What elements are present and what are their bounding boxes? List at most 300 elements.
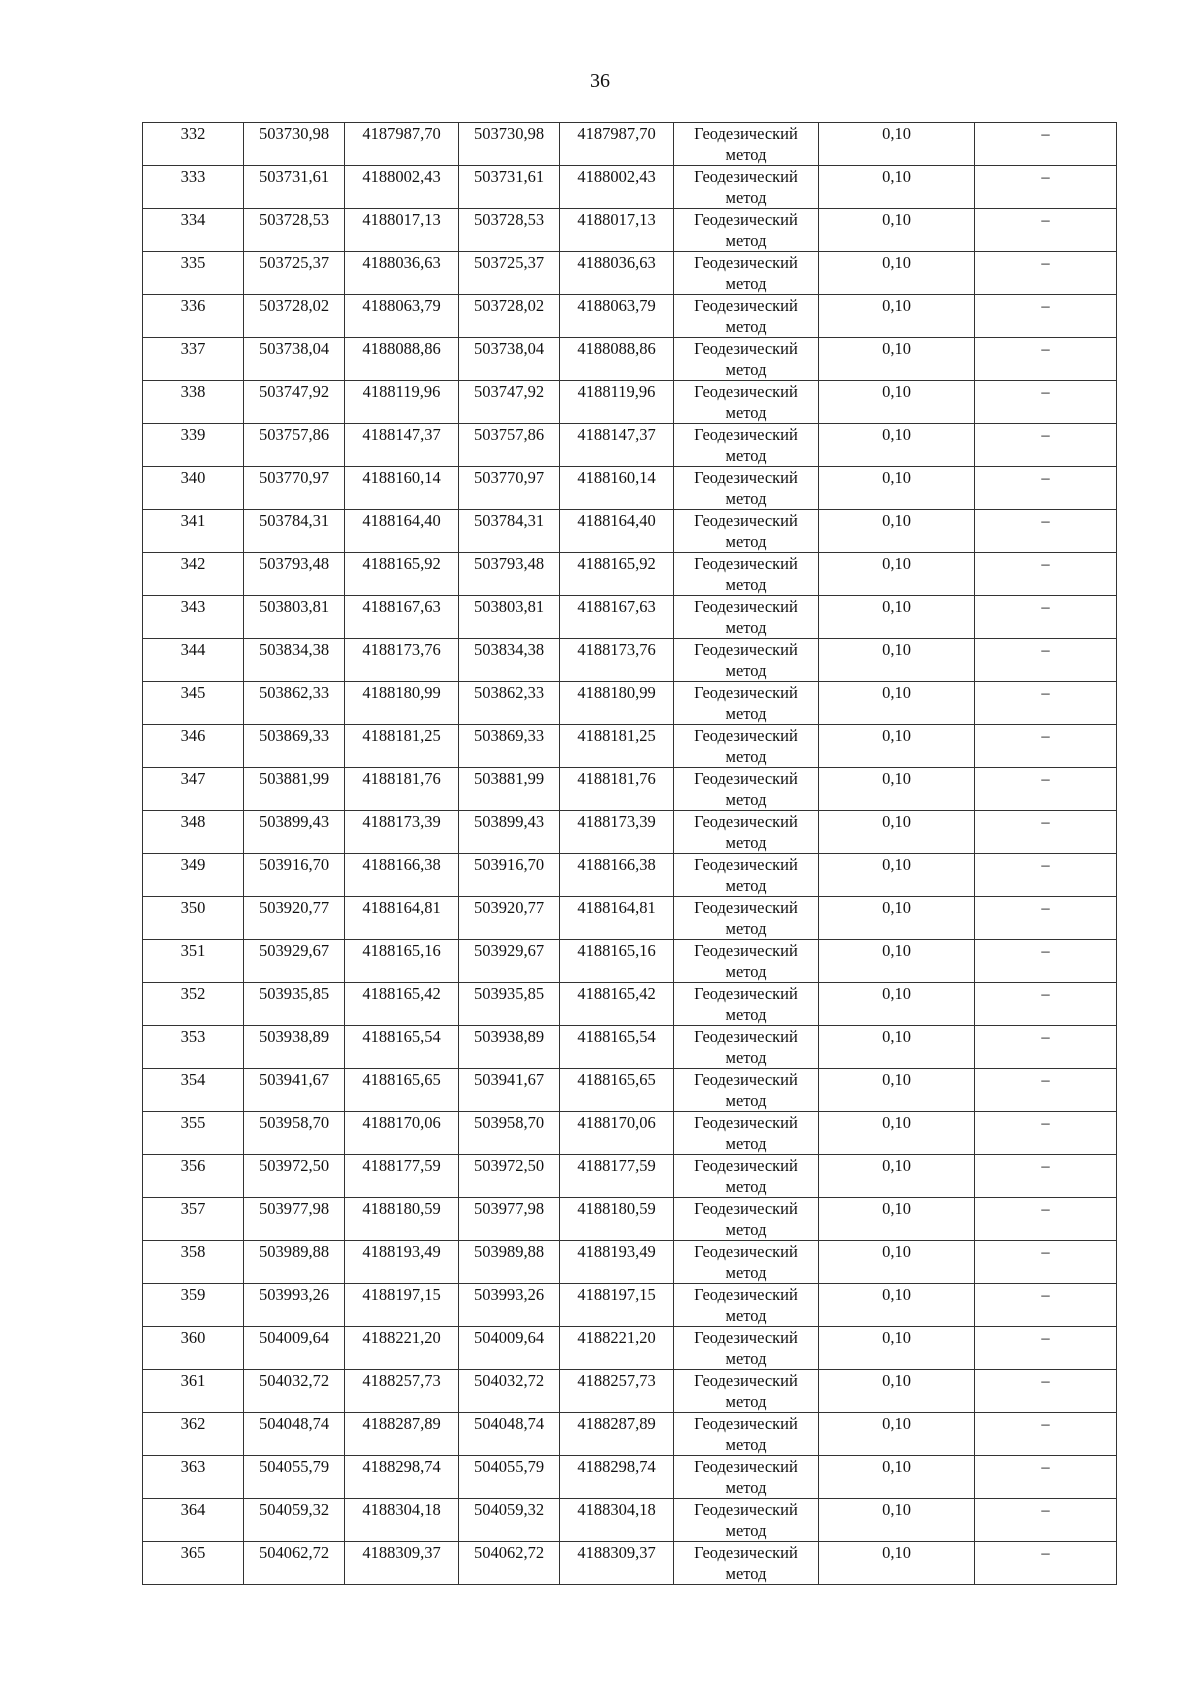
x-refined-cell: 503938,89 (459, 1026, 560, 1069)
note-cell: – (975, 1026, 1117, 1069)
method-cell: Геодезический метод (674, 467, 819, 510)
table-row (143, 1499, 1117, 1542)
note-cell: – (975, 983, 1117, 1026)
table-row (143, 983, 1117, 1026)
x-existing-cell: 503958,70 (244, 1112, 345, 1155)
table-row (143, 768, 1117, 811)
table-row (143, 295, 1117, 338)
accuracy-cell: 0,10 (819, 768, 975, 811)
y-refined-cell: 4188164,81 (560, 897, 674, 940)
note-cell: – (975, 1327, 1117, 1370)
y-refined-cell: 4188173,76 (560, 639, 674, 682)
method-cell: Геодезический метод (674, 1370, 819, 1413)
y-existing-cell: 4188165,54 (345, 1026, 459, 1069)
y-existing-cell: 4188165,42 (345, 983, 459, 1026)
y-existing-cell: 4188167,63 (345, 596, 459, 639)
note-cell: – (975, 123, 1117, 166)
note-cell: – (975, 1499, 1117, 1542)
x-existing-cell: 503747,92 (244, 381, 345, 424)
point-number-cell: 346 (143, 725, 244, 768)
x-existing-cell: 503938,89 (244, 1026, 345, 1069)
x-refined-cell: 504055,79 (459, 1456, 560, 1499)
table-row (143, 553, 1117, 596)
y-refined-cell: 4188036,63 (560, 252, 674, 295)
y-existing-cell: 4188181,76 (345, 768, 459, 811)
y-existing-cell: 4187987,70 (345, 123, 459, 166)
accuracy-cell: 0,10 (819, 725, 975, 768)
x-refined-cell: 503869,33 (459, 725, 560, 768)
note-cell: – (975, 424, 1117, 467)
y-refined-cell: 4188165,54 (560, 1026, 674, 1069)
method-cell: Геодезический метод (674, 983, 819, 1026)
point-number-cell: 364 (143, 1499, 244, 1542)
point-number-cell: 347 (143, 768, 244, 811)
accuracy-cell: 0,10 (819, 295, 975, 338)
accuracy-cell: 0,10 (819, 510, 975, 553)
note-cell: – (975, 338, 1117, 381)
method-cell: Геодезический метод (674, 1241, 819, 1284)
method-cell: Геодезический метод (674, 209, 819, 252)
y-refined-cell: 4188221,20 (560, 1327, 674, 1370)
method-cell: Геодезический метод (674, 1026, 819, 1069)
table-row (143, 1155, 1117, 1198)
point-number-cell: 352 (143, 983, 244, 1026)
accuracy-cell: 0,10 (819, 682, 975, 725)
method-cell: Геодезический метод (674, 553, 819, 596)
y-refined-cell: 4188165,16 (560, 940, 674, 983)
y-refined-cell: 4188119,96 (560, 381, 674, 424)
accuracy-cell: 0,10 (819, 1155, 975, 1198)
point-number-cell: 356 (143, 1155, 244, 1198)
x-existing-cell: 503881,99 (244, 768, 345, 811)
x-refined-cell: 504062,72 (459, 1542, 560, 1585)
note-cell: – (975, 682, 1117, 725)
table-row (143, 123, 1117, 166)
note-cell: – (975, 510, 1117, 553)
note-cell: – (975, 897, 1117, 940)
x-refined-cell: 503757,86 (459, 424, 560, 467)
table-row (143, 1241, 1117, 1284)
x-refined-cell: 503993,26 (459, 1284, 560, 1327)
accuracy-cell: 0,10 (819, 553, 975, 596)
table-body (143, 123, 1117, 1585)
y-existing-cell: 4188147,37 (345, 424, 459, 467)
point-number-cell: 341 (143, 510, 244, 553)
x-existing-cell: 503770,97 (244, 467, 345, 510)
y-existing-cell: 4188309,37 (345, 1542, 459, 1585)
y-refined-cell: 4188088,86 (560, 338, 674, 381)
y-refined-cell: 4188181,76 (560, 768, 674, 811)
method-cell: Геодезический метод (674, 897, 819, 940)
x-existing-cell: 504032,72 (244, 1370, 345, 1413)
accuracy-cell: 0,10 (819, 1456, 975, 1499)
table-row (143, 1456, 1117, 1499)
note-cell: – (975, 811, 1117, 854)
y-refined-cell: 4188166,38 (560, 854, 674, 897)
x-existing-cell: 503935,85 (244, 983, 345, 1026)
y-refined-cell: 4188165,65 (560, 1069, 674, 1112)
table-row (143, 1112, 1117, 1155)
y-refined-cell: 4188147,37 (560, 424, 674, 467)
table-row (143, 338, 1117, 381)
y-existing-cell: 4188180,59 (345, 1198, 459, 1241)
y-existing-cell: 4188088,86 (345, 338, 459, 381)
point-number-cell: 332 (143, 123, 244, 166)
method-cell: Геодезический метод (674, 424, 819, 467)
method-cell: Геодезический метод (674, 596, 819, 639)
table-row (143, 1327, 1117, 1370)
note-cell: – (975, 768, 1117, 811)
x-existing-cell: 503730,98 (244, 123, 345, 166)
note-cell: – (975, 166, 1117, 209)
note-cell: – (975, 553, 1117, 596)
note-cell: – (975, 1413, 1117, 1456)
y-refined-cell: 4187987,70 (560, 123, 674, 166)
table-row (143, 1370, 1117, 1413)
x-existing-cell: 503728,53 (244, 209, 345, 252)
table-row (143, 725, 1117, 768)
point-number-cell: 343 (143, 596, 244, 639)
y-refined-cell: 4188181,25 (560, 725, 674, 768)
x-refined-cell: 503731,61 (459, 166, 560, 209)
table-row (143, 424, 1117, 467)
point-number-cell: 360 (143, 1327, 244, 1370)
note-cell: – (975, 1155, 1117, 1198)
note-cell: – (975, 639, 1117, 682)
point-number-cell: 362 (143, 1413, 244, 1456)
x-existing-cell: 503862,33 (244, 682, 345, 725)
x-existing-cell: 504048,74 (244, 1413, 345, 1456)
table-row (143, 854, 1117, 897)
point-number-cell: 348 (143, 811, 244, 854)
method-cell: Геодезический метод (674, 1327, 819, 1370)
x-refined-cell: 503738,04 (459, 338, 560, 381)
x-existing-cell: 504055,79 (244, 1456, 345, 1499)
x-existing-cell: 503920,77 (244, 897, 345, 940)
y-refined-cell: 4188304,18 (560, 1499, 674, 1542)
point-number-cell: 334 (143, 209, 244, 252)
note-cell: – (975, 252, 1117, 295)
note-cell: – (975, 1542, 1117, 1585)
accuracy-cell: 0,10 (819, 983, 975, 1026)
x-existing-cell: 504059,32 (244, 1499, 345, 1542)
note-cell: – (975, 1456, 1117, 1499)
y-existing-cell: 4188304,18 (345, 1499, 459, 1542)
point-number-cell: 338 (143, 381, 244, 424)
y-refined-cell: 4188197,15 (560, 1284, 674, 1327)
table-row (143, 596, 1117, 639)
table-row (143, 1542, 1117, 1585)
point-number-cell: 351 (143, 940, 244, 983)
y-refined-cell: 4188287,89 (560, 1413, 674, 1456)
accuracy-cell: 0,10 (819, 252, 975, 295)
note-cell: – (975, 725, 1117, 768)
point-number-cell: 363 (143, 1456, 244, 1499)
method-cell: Геодезический метод (674, 639, 819, 682)
x-refined-cell: 503803,81 (459, 596, 560, 639)
x-existing-cell: 503899,43 (244, 811, 345, 854)
accuracy-cell: 0,10 (819, 381, 975, 424)
y-refined-cell: 4188165,92 (560, 553, 674, 596)
point-number-cell: 350 (143, 897, 244, 940)
y-refined-cell: 4188298,74 (560, 1456, 674, 1499)
x-refined-cell: 503972,50 (459, 1155, 560, 1198)
x-existing-cell: 503869,33 (244, 725, 345, 768)
y-existing-cell: 4188002,43 (345, 166, 459, 209)
accuracy-cell: 0,10 (819, 596, 975, 639)
table-row (143, 682, 1117, 725)
point-number-cell: 337 (143, 338, 244, 381)
x-refined-cell: 503899,43 (459, 811, 560, 854)
table-row (143, 940, 1117, 983)
point-number-cell: 335 (143, 252, 244, 295)
method-cell: Геодезический метод (674, 295, 819, 338)
y-refined-cell: 4188193,49 (560, 1241, 674, 1284)
y-existing-cell: 4188173,76 (345, 639, 459, 682)
y-existing-cell: 4188197,15 (345, 1284, 459, 1327)
note-cell: – (975, 1241, 1117, 1284)
x-refined-cell: 504059,32 (459, 1499, 560, 1542)
note-cell: – (975, 295, 1117, 338)
point-number-cell: 358 (143, 1241, 244, 1284)
x-existing-cell: 503728,02 (244, 295, 345, 338)
x-refined-cell: 504032,72 (459, 1370, 560, 1413)
x-existing-cell: 503989,88 (244, 1241, 345, 1284)
y-existing-cell: 4188017,13 (345, 209, 459, 252)
x-refined-cell: 503862,33 (459, 682, 560, 725)
table-row (143, 811, 1117, 854)
y-existing-cell: 4188180,99 (345, 682, 459, 725)
y-existing-cell: 4188165,16 (345, 940, 459, 983)
accuracy-cell: 0,10 (819, 1413, 975, 1456)
point-number-cell: 333 (143, 166, 244, 209)
method-cell: Геодезический метод (674, 1499, 819, 1542)
y-existing-cell: 4188160,14 (345, 467, 459, 510)
method-cell: Геодезический метод (674, 1413, 819, 1456)
method-cell: Геодезический метод (674, 123, 819, 166)
note-cell: – (975, 1284, 1117, 1327)
x-existing-cell: 503972,50 (244, 1155, 345, 1198)
method-cell: Геодезический метод (674, 725, 819, 768)
x-existing-cell: 503941,67 (244, 1069, 345, 1112)
x-refined-cell: 503728,02 (459, 295, 560, 338)
method-cell: Геодезический метод (674, 940, 819, 983)
x-refined-cell: 503929,67 (459, 940, 560, 983)
table-row (143, 897, 1117, 940)
y-refined-cell: 4188170,06 (560, 1112, 674, 1155)
method-cell: Геодезический метод (674, 1284, 819, 1327)
x-existing-cell: 503993,26 (244, 1284, 345, 1327)
y-existing-cell: 4188257,73 (345, 1370, 459, 1413)
x-refined-cell: 503958,70 (459, 1112, 560, 1155)
x-existing-cell: 503834,38 (244, 639, 345, 682)
y-refined-cell: 4188002,43 (560, 166, 674, 209)
table-row (143, 209, 1117, 252)
method-cell: Геодезический метод (674, 1456, 819, 1499)
accuracy-cell: 0,10 (819, 1499, 975, 1542)
y-refined-cell: 4188167,63 (560, 596, 674, 639)
y-existing-cell: 4188166,38 (345, 854, 459, 897)
coordinates-table (142, 122, 1117, 1585)
accuracy-cell: 0,10 (819, 166, 975, 209)
point-number-cell: 336 (143, 295, 244, 338)
y-refined-cell: 4188180,59 (560, 1198, 674, 1241)
accuracy-cell: 0,10 (819, 467, 975, 510)
x-existing-cell: 503793,48 (244, 553, 345, 596)
x-refined-cell: 503834,38 (459, 639, 560, 682)
x-refined-cell: 503941,67 (459, 1069, 560, 1112)
y-existing-cell: 4188221,20 (345, 1327, 459, 1370)
accuracy-cell: 0,10 (819, 1284, 975, 1327)
y-existing-cell: 4188170,06 (345, 1112, 459, 1155)
x-refined-cell: 503916,70 (459, 854, 560, 897)
method-cell: Геодезический метод (674, 1112, 819, 1155)
accuracy-cell: 0,10 (819, 940, 975, 983)
x-existing-cell: 503757,86 (244, 424, 345, 467)
y-refined-cell: 4188257,73 (560, 1370, 674, 1413)
y-refined-cell: 4188309,37 (560, 1542, 674, 1585)
method-cell: Геодезический метод (674, 166, 819, 209)
table-row (143, 1069, 1117, 1112)
x-refined-cell: 503784,31 (459, 510, 560, 553)
note-cell: – (975, 1069, 1117, 1112)
accuracy-cell: 0,10 (819, 424, 975, 467)
y-existing-cell: 4188287,89 (345, 1413, 459, 1456)
y-existing-cell: 4188298,74 (345, 1456, 459, 1499)
note-cell: – (975, 467, 1117, 510)
y-existing-cell: 4188193,49 (345, 1241, 459, 1284)
y-existing-cell: 4188165,65 (345, 1069, 459, 1112)
accuracy-cell: 0,10 (819, 338, 975, 381)
accuracy-cell: 0,10 (819, 1026, 975, 1069)
method-cell: Геодезический метод (674, 1542, 819, 1585)
x-refined-cell: 503920,77 (459, 897, 560, 940)
x-existing-cell: 503725,37 (244, 252, 345, 295)
method-cell: Геодезический метод (674, 381, 819, 424)
accuracy-cell: 0,10 (819, 811, 975, 854)
y-refined-cell: 4188173,39 (560, 811, 674, 854)
accuracy-cell: 0,10 (819, 1327, 975, 1370)
x-existing-cell: 503929,67 (244, 940, 345, 983)
x-refined-cell: 503747,92 (459, 381, 560, 424)
point-number-cell: 355 (143, 1112, 244, 1155)
y-existing-cell: 4188165,92 (345, 553, 459, 596)
note-cell: – (975, 1112, 1117, 1155)
method-cell: Геодезический метод (674, 811, 819, 854)
y-existing-cell: 4188164,81 (345, 897, 459, 940)
method-cell: Геодезический метод (674, 252, 819, 295)
accuracy-cell: 0,10 (819, 1241, 975, 1284)
y-refined-cell: 4188177,59 (560, 1155, 674, 1198)
point-number-cell: 345 (143, 682, 244, 725)
accuracy-cell: 0,10 (819, 209, 975, 252)
point-number-cell: 339 (143, 424, 244, 467)
x-refined-cell: 503728,53 (459, 209, 560, 252)
accuracy-cell: 0,10 (819, 1370, 975, 1413)
method-cell: Геодезический метод (674, 338, 819, 381)
note-cell: – (975, 1198, 1117, 1241)
accuracy-cell: 0,10 (819, 1542, 975, 1585)
y-existing-cell: 4188063,79 (345, 295, 459, 338)
method-cell: Геодезический метод (674, 1155, 819, 1198)
x-refined-cell: 504009,64 (459, 1327, 560, 1370)
method-cell: Геодезический метод (674, 854, 819, 897)
point-number-cell: 359 (143, 1284, 244, 1327)
x-existing-cell: 503784,31 (244, 510, 345, 553)
y-existing-cell: 4188164,40 (345, 510, 459, 553)
method-cell: Геодезический метод (674, 682, 819, 725)
x-refined-cell: 503793,48 (459, 553, 560, 596)
point-number-cell: 342 (143, 553, 244, 596)
y-existing-cell: 4188177,59 (345, 1155, 459, 1198)
y-refined-cell: 4188017,13 (560, 209, 674, 252)
method-cell: Геодезический метод (674, 768, 819, 811)
note-cell: – (975, 596, 1117, 639)
x-refined-cell: 503730,98 (459, 123, 560, 166)
y-refined-cell: 4188165,42 (560, 983, 674, 1026)
table-row (143, 381, 1117, 424)
accuracy-cell: 0,10 (819, 854, 975, 897)
page-number: 36 (590, 70, 610, 92)
accuracy-cell: 0,10 (819, 1069, 975, 1112)
x-existing-cell: 503803,81 (244, 596, 345, 639)
x-existing-cell: 503731,61 (244, 166, 345, 209)
table-row (143, 639, 1117, 682)
y-refined-cell: 4188063,79 (560, 295, 674, 338)
point-number-cell: 340 (143, 467, 244, 510)
point-number-cell: 353 (143, 1026, 244, 1069)
note-cell: – (975, 854, 1117, 897)
x-refined-cell: 503935,85 (459, 983, 560, 1026)
table-row (143, 252, 1117, 295)
x-existing-cell: 504009,64 (244, 1327, 345, 1370)
y-existing-cell: 4188173,39 (345, 811, 459, 854)
point-number-cell: 354 (143, 1069, 244, 1112)
x-existing-cell: 503738,04 (244, 338, 345, 381)
point-number-cell: 349 (143, 854, 244, 897)
table-row (143, 166, 1117, 209)
table-row (143, 510, 1117, 553)
table-row (143, 1413, 1117, 1456)
note-cell: – (975, 1370, 1117, 1413)
table-row (143, 1284, 1117, 1327)
x-existing-cell: 503977,98 (244, 1198, 345, 1241)
x-refined-cell: 503977,98 (459, 1198, 560, 1241)
y-refined-cell: 4188180,99 (560, 682, 674, 725)
note-cell: – (975, 940, 1117, 983)
x-existing-cell: 503916,70 (244, 854, 345, 897)
point-number-cell: 365 (143, 1542, 244, 1585)
y-refined-cell: 4188160,14 (560, 467, 674, 510)
x-refined-cell: 503989,88 (459, 1241, 560, 1284)
x-refined-cell: 504048,74 (459, 1413, 560, 1456)
table-row (143, 467, 1117, 510)
table-row (143, 1198, 1117, 1241)
x-existing-cell: 504062,72 (244, 1542, 345, 1585)
x-refined-cell: 503881,99 (459, 768, 560, 811)
point-number-cell: 357 (143, 1198, 244, 1241)
accuracy-cell: 0,10 (819, 1198, 975, 1241)
accuracy-cell: 0,10 (819, 639, 975, 682)
point-number-cell: 344 (143, 639, 244, 682)
y-existing-cell: 4188036,63 (345, 252, 459, 295)
accuracy-cell: 0,10 (819, 897, 975, 940)
method-cell: Геодезический метод (674, 1198, 819, 1241)
y-refined-cell: 4188164,40 (560, 510, 674, 553)
note-cell: – (975, 381, 1117, 424)
x-refined-cell: 503770,97 (459, 467, 560, 510)
method-cell: Геодезический метод (674, 1069, 819, 1112)
